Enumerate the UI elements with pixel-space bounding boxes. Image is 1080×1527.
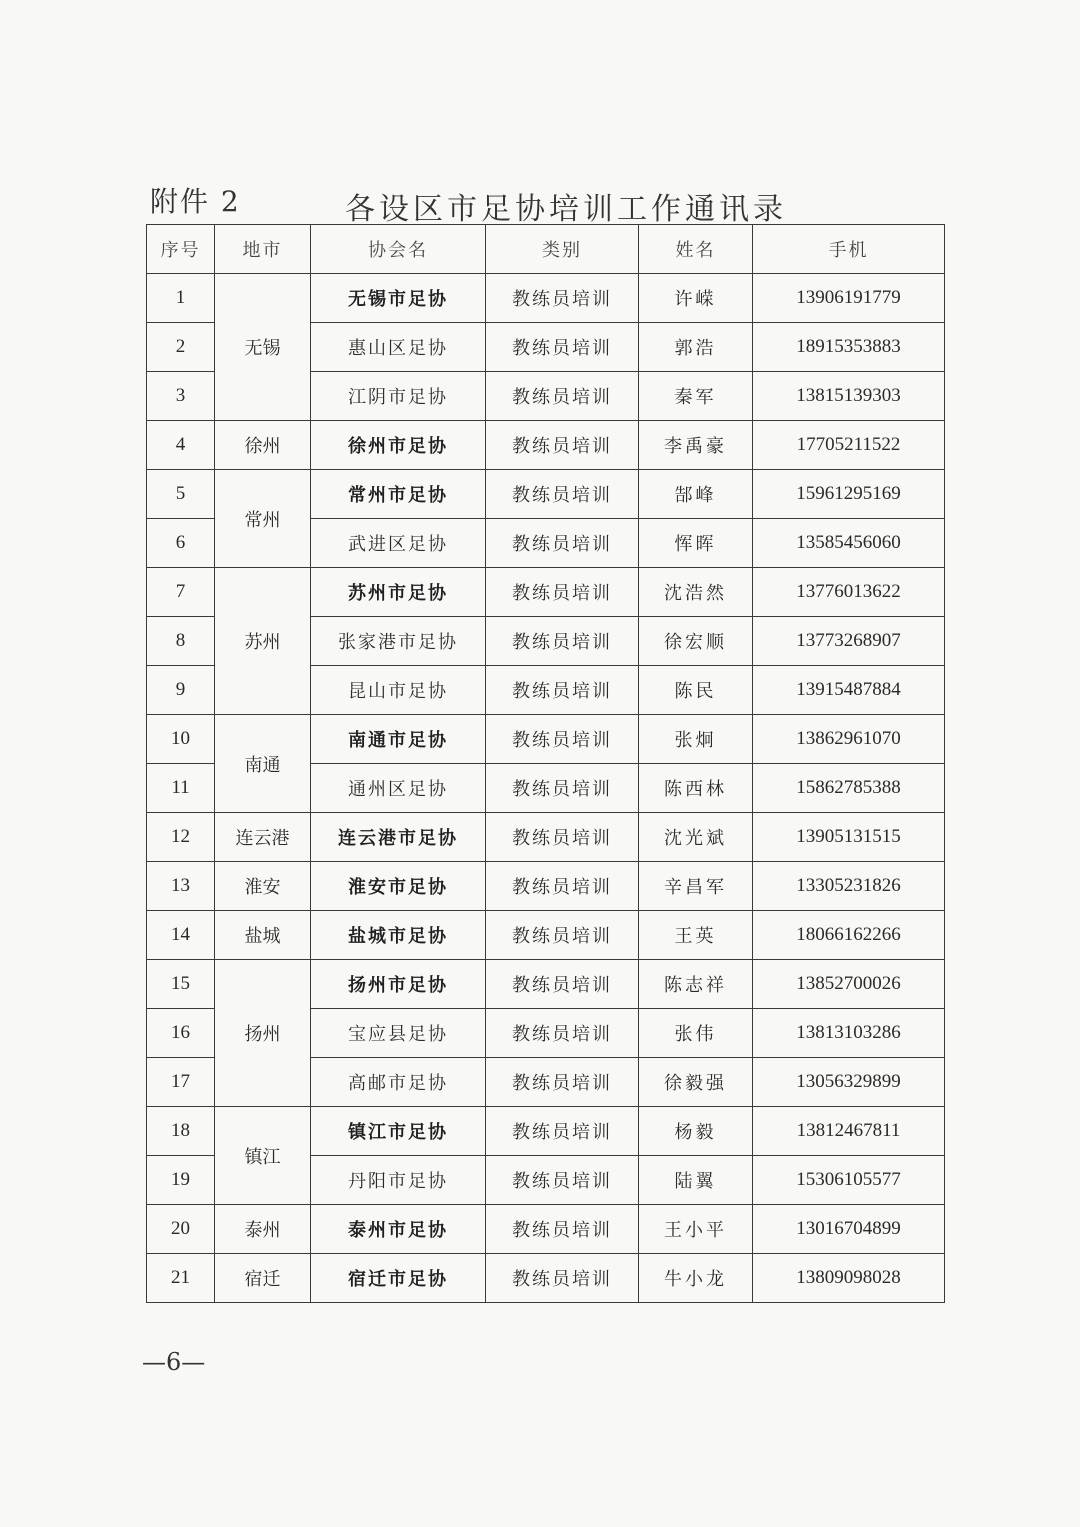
row-name-cell: 牛小龙 [639,1254,753,1303]
row-city-cell: 镇江 [215,1107,311,1205]
row-seq-cell: 14 [147,911,215,960]
row-category-cell: 教练员培训 [486,666,639,715]
row-name-cell: 陈西林 [639,764,753,813]
table-header-row [147,225,945,274]
row-city-cell: 徐州 [215,421,311,470]
row-phone-cell: 13773268907 [753,617,945,666]
row-name-cell: 杨毅 [639,1107,753,1156]
row-name-cell: 许嵘 [639,274,753,323]
column-header-association: 协会名 [311,225,486,274]
row-association-cell: 苏州市足协 [311,568,486,617]
row-association-cell: 江阴市足协 [311,372,486,421]
row-seq-cell: 13 [147,862,215,911]
document-title: 各设区市足协培训工作通讯录 [345,192,787,227]
row-association-cell: 张家港市足协 [311,617,486,666]
table-row [147,715,945,764]
row-association-cell: 宝应县足协 [311,1009,486,1058]
row-phone-cell: 13815139303 [753,372,945,421]
table-row [147,1254,945,1303]
row-phone-cell: 13016704899 [753,1205,945,1254]
table-row [147,274,945,323]
row-category-cell: 教练员培训 [486,911,639,960]
table-body [147,274,945,1303]
row-name-cell: 徐毅强 [639,1058,753,1107]
table-row [147,1205,945,1254]
row-name-cell: 秦军 [639,372,753,421]
row-phone-cell: 13809098028 [753,1254,945,1303]
row-name-cell: 陈民 [639,666,753,715]
table-row [147,1107,945,1156]
table-row [147,421,945,470]
row-category-cell: 教练员培训 [486,1254,639,1303]
table-row [147,960,945,1009]
row-seq-cell: 16 [147,1009,215,1058]
row-category-cell: 教练员培训 [486,519,639,568]
row-seq-cell: 11 [147,764,215,813]
row-association-cell: 无锡市足协 [311,274,486,323]
row-city-cell: 连云港 [215,813,311,862]
row-association-cell: 丹阳市足协 [311,1156,486,1205]
row-association-cell: 通州区足协 [311,764,486,813]
row-phone-cell: 13776013622 [753,568,945,617]
table-row [147,568,945,617]
row-phone-cell: 13585456060 [753,519,945,568]
row-city-cell: 常州 [215,470,311,568]
row-seq-cell: 6 [147,519,215,568]
row-phone-cell: 13915487884 [753,666,945,715]
row-city-cell: 南通 [215,715,311,813]
row-seq-cell: 17 [147,1058,215,1107]
row-association-cell: 盐城市足协 [311,911,486,960]
table-row [147,813,945,862]
row-category-cell: 教练员培训 [486,323,639,372]
row-category-cell: 教练员培训 [486,813,639,862]
row-category-cell: 教练员培训 [486,862,639,911]
row-category-cell: 教练员培训 [486,1107,639,1156]
row-name-cell: 恽晖 [639,519,753,568]
row-category-cell: 教练员培训 [486,960,639,1009]
row-phone-cell: 13906191779 [753,274,945,323]
row-association-cell: 泰州市足协 [311,1205,486,1254]
row-category-cell: 教练员培训 [486,274,639,323]
row-association-cell: 南通市足协 [311,715,486,764]
row-category-cell: 教练员培训 [486,1058,639,1107]
row-association-cell: 武进区足协 [311,519,486,568]
row-phone-cell: 13862961070 [753,715,945,764]
page-number: —6— [142,1348,206,1376]
row-seq-cell: 5 [147,470,215,519]
row-city-cell: 淮安 [215,862,311,911]
row-category-cell: 教练员培训 [486,1205,639,1254]
column-header-phone: 手机 [753,225,945,274]
row-name-cell: 陆翼 [639,1156,753,1205]
row-association-cell: 连云港市足协 [311,813,486,862]
table-row [147,470,945,519]
row-category-cell: 教练员培训 [486,372,639,421]
row-name-cell: 王小平 [639,1205,753,1254]
row-association-cell: 常州市足协 [311,470,486,519]
row-seq-cell: 9 [147,666,215,715]
row-seq-cell: 19 [147,1156,215,1205]
row-phone-cell: 13812467811 [753,1107,945,1156]
row-name-cell: 郭浩 [639,323,753,372]
row-phone-cell: 15961295169 [753,470,945,519]
row-phone-cell: 13852700026 [753,960,945,1009]
row-category-cell: 教练员培训 [486,715,639,764]
row-seq-cell: 15 [147,960,215,1009]
row-category-cell: 教练员培训 [486,470,639,519]
row-association-cell: 昆山市足协 [311,666,486,715]
row-association-cell: 惠山区足协 [311,323,486,372]
row-city-cell: 无锡 [215,274,311,421]
row-name-cell: 徐宏顺 [639,617,753,666]
row-city-cell: 宿迁 [215,1254,311,1303]
contact-table [146,224,945,1303]
row-phone-cell: 13905131515 [753,813,945,862]
row-phone-cell: 15862785388 [753,764,945,813]
row-city-cell: 盐城 [215,911,311,960]
row-seq-cell: 8 [147,617,215,666]
table-row [147,911,945,960]
row-category-cell: 教练员培训 [486,1156,639,1205]
row-category-cell: 教练员培训 [486,1009,639,1058]
row-seq-cell: 10 [147,715,215,764]
row-name-cell: 辛昌军 [639,862,753,911]
row-phone-cell: 13056329899 [753,1058,945,1107]
row-name-cell: 沈浩然 [639,568,753,617]
row-seq-cell: 1 [147,274,215,323]
row-association-cell: 扬州市足协 [311,960,486,1009]
row-seq-cell: 18 [147,1107,215,1156]
row-association-cell: 宿迁市足协 [311,1254,486,1303]
row-name-cell: 张炯 [639,715,753,764]
row-association-cell: 高邮市足协 [311,1058,486,1107]
row-phone-cell: 17705211522 [753,421,945,470]
row-city-cell: 泰州 [215,1205,311,1254]
row-phone-cell: 15306105577 [753,1156,945,1205]
row-name-cell: 沈光斌 [639,813,753,862]
row-seq-cell: 2 [147,323,215,372]
attachment-label: 附件 2 [150,185,241,218]
row-name-cell: 陈志祥 [639,960,753,1009]
row-phone-cell: 13305231826 [753,862,945,911]
table-row [147,862,945,911]
row-phone-cell: 18915353883 [753,323,945,372]
column-header-seq: 序号 [147,225,215,274]
column-header-category: 类别 [486,225,639,274]
row-name-cell: 张伟 [639,1009,753,1058]
row-association-cell: 镇江市足协 [311,1107,486,1156]
row-association-cell: 徐州市足协 [311,421,486,470]
row-name-cell: 李禹豪 [639,421,753,470]
row-phone-cell: 13813103286 [753,1009,945,1058]
row-category-cell: 教练员培训 [486,617,639,666]
row-phone-cell: 18066162266 [753,911,945,960]
row-category-cell: 教练员培训 [486,421,639,470]
row-seq-cell: 4 [147,421,215,470]
row-name-cell: 王英 [639,911,753,960]
row-seq-cell: 7 [147,568,215,617]
row-association-cell: 淮安市足协 [311,862,486,911]
row-seq-cell: 20 [147,1205,215,1254]
row-seq-cell: 3 [147,372,215,421]
column-header-city: 地市 [215,225,311,274]
row-category-cell: 教练员培训 [486,568,639,617]
row-category-cell: 教练员培训 [486,764,639,813]
row-seq-cell: 12 [147,813,215,862]
row-city-cell: 扬州 [215,960,311,1107]
row-seq-cell: 21 [147,1254,215,1303]
row-name-cell: 郜峰 [639,470,753,519]
row-city-cell: 苏州 [215,568,311,715]
column-header-name: 姓名 [639,225,753,274]
